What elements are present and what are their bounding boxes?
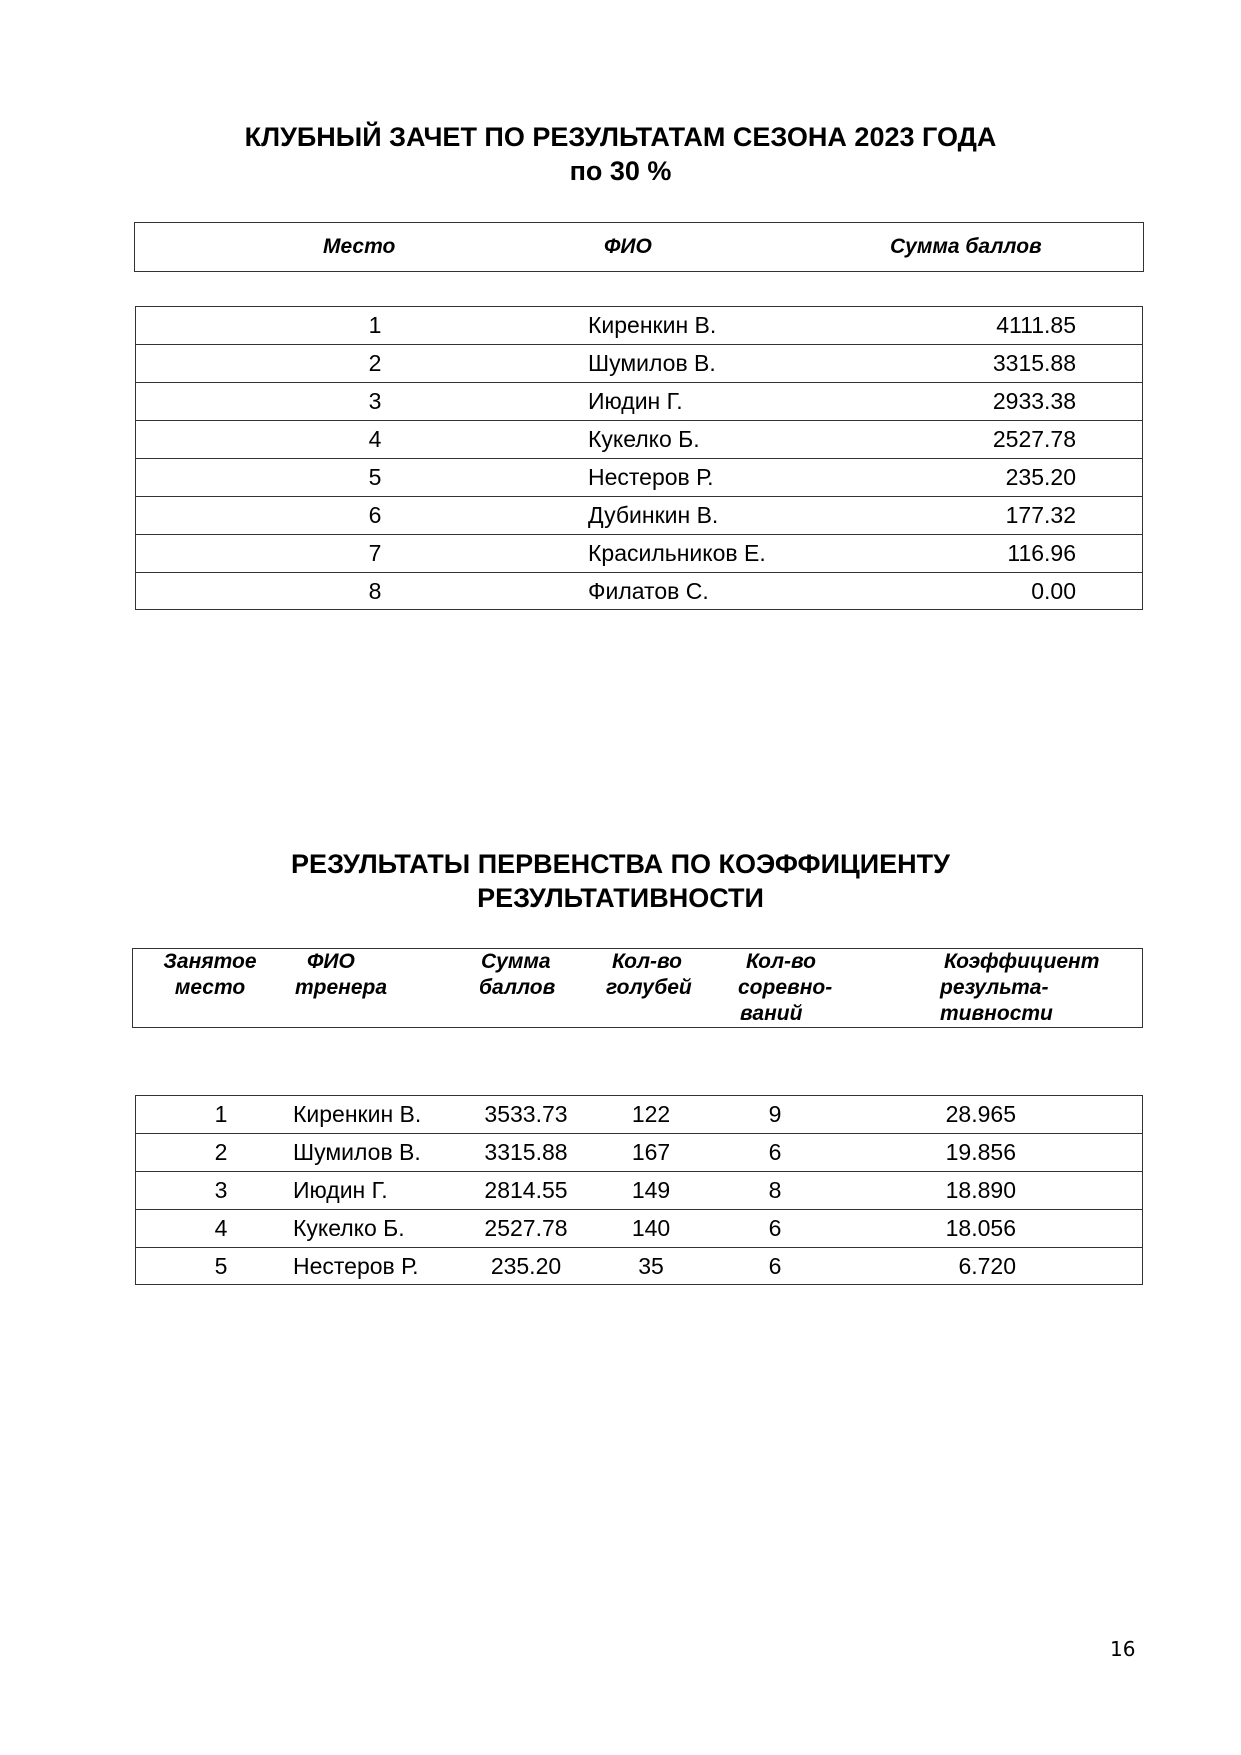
header2-pigeons-line1: Кол-во (612, 950, 682, 973)
row-place: 7 (368, 540, 382, 566)
row-coefficient: 28.965 (945, 1101, 1016, 1127)
header2-score (479, 949, 555, 1001)
row-name: Киренкин В. (588, 312, 717, 338)
row-name: Нестеров Р. (293, 1253, 419, 1279)
section2-table (135, 1095, 1143, 1285)
row-coefficient: 19.856 (945, 1139, 1016, 1165)
section1-header-box (134, 222, 1144, 272)
header2-place (155, 949, 265, 1001)
row-place: 1 (368, 312, 382, 338)
table-row (136, 307, 1142, 345)
table-row (136, 497, 1142, 535)
row-score: 235.20 (1005, 464, 1076, 490)
row-place: 4 (214, 1215, 228, 1241)
row-competitions: 6 (768, 1139, 782, 1165)
table-row (136, 1096, 1142, 1134)
header2-score-line2: баллов (479, 976, 556, 999)
row-competitions: 6 (768, 1253, 782, 1279)
table-row (136, 1210, 1142, 1248)
row-score: 2814.55 (484, 1177, 568, 1203)
header-name: ФИО (604, 235, 652, 258)
row-name: Шумилов В. (588, 350, 716, 376)
header2-competitions-line2: соревно- (738, 976, 833, 999)
row-score: 177.32 (1005, 502, 1076, 528)
row-place: 3 (368, 388, 382, 414)
row-score: 235.20 (490, 1253, 562, 1279)
header2-name-line1: ФИО (307, 950, 355, 973)
row-coefficient: 18.890 (945, 1177, 1016, 1203)
row-competitions: 6 (768, 1215, 782, 1241)
row-place: 6 (368, 502, 382, 528)
row-pigeons: 140 (631, 1215, 671, 1241)
header2-score-line1: Сумма (481, 950, 551, 973)
section2-title-line2: РЕЗУЛЬТАТИВНОСТИ (477, 883, 764, 913)
header2-competitions-line1: Кол-во (746, 950, 816, 973)
table-row (136, 459, 1142, 497)
row-place: 5 (214, 1253, 228, 1279)
row-name: Июдин Г. (588, 388, 683, 414)
row-name: Шумилов В. (293, 1139, 421, 1165)
section2-title (0, 847, 1241, 915)
header2-coefficient-line2: результа- (940, 976, 1049, 999)
page-number: 16 (1110, 1637, 1136, 1661)
row-name: Нестеров Р. (588, 464, 714, 490)
row-name: Киренкин В. (293, 1101, 422, 1127)
row-score: 4111.85 (996, 312, 1076, 338)
header2-coefficient-line3: тивности (940, 1002, 1053, 1025)
row-score: 3533.73 (484, 1101, 568, 1127)
header2-name-line2: тренера (295, 976, 388, 999)
header2-competitions (738, 949, 832, 1027)
table-row (136, 535, 1142, 573)
table-row (136, 1134, 1142, 1172)
table-row (136, 345, 1142, 383)
section1-title (0, 120, 1241, 188)
section2-title-line1: РЕЗУЛЬТАТЫ ПЕРВЕНСТВА ПО КОЭФФИЦИЕНТУ (291, 849, 950, 879)
header2-competitions-line3: ваний (740, 1002, 803, 1025)
row-score: 116.96 (1007, 540, 1076, 566)
section1-table (135, 306, 1143, 610)
row-score: 3315.88 (992, 350, 1076, 376)
row-name: Кукелко Б. (588, 426, 700, 452)
row-name: Кукелко Б. (293, 1215, 405, 1241)
row-pigeons: 35 (638, 1253, 664, 1279)
row-name: Июдин Г. (293, 1177, 388, 1203)
row-name: Дубинкин В. (588, 502, 719, 528)
row-place: 8 (368, 578, 382, 604)
table-row (136, 383, 1142, 421)
section1-title-line2: по 30 % (569, 156, 672, 186)
row-score: 2527.78 (992, 426, 1076, 452)
table-row (136, 1172, 1142, 1210)
row-coefficient: 6.720 (958, 1253, 1016, 1279)
row-name: Красильников Е. (588, 540, 766, 566)
table-row (136, 1248, 1142, 1286)
header-place: Место (323, 235, 396, 258)
row-pigeons: 122 (631, 1101, 671, 1127)
section2-header-box (132, 948, 1143, 1028)
header2-place-line1: Занятое (163, 950, 257, 973)
row-place: 5 (368, 464, 382, 490)
row-score: 3315.88 (484, 1139, 568, 1165)
row-pigeons: 167 (631, 1139, 671, 1165)
header-score: Сумма баллов (890, 235, 1042, 258)
header2-pigeons-line2: голубей (606, 976, 692, 999)
row-coefficient: 18.056 (945, 1215, 1016, 1241)
row-place: 4 (368, 426, 382, 452)
header2-place-line2: место (174, 976, 246, 999)
row-competitions: 9 (768, 1101, 782, 1127)
row-score: 2933.38 (992, 388, 1076, 414)
row-place: 3 (214, 1177, 228, 1203)
table-row (136, 421, 1142, 459)
row-name: Филатов С. (588, 578, 709, 604)
header2-name (295, 949, 387, 1001)
row-competitions: 8 (768, 1177, 782, 1203)
row-place: 1 (214, 1101, 228, 1127)
row-place: 2 (368, 350, 382, 376)
section1-title-line1: КЛУБНЫЙ ЗАЧЕТ ПО РЕЗУЛЬТАТАМ СЕЗОНА 2023 ГОДА (244, 122, 997, 152)
header2-pigeons (606, 949, 692, 1001)
row-pigeons: 149 (631, 1177, 671, 1203)
row-place: 2 (214, 1139, 228, 1165)
row-score: 0.00 (1031, 578, 1076, 604)
header2-coefficient (940, 949, 1099, 1027)
row-score: 2527.78 (484, 1215, 568, 1241)
table-row (136, 573, 1142, 611)
header2-coefficient-line1: Коэффициент (944, 950, 1100, 973)
